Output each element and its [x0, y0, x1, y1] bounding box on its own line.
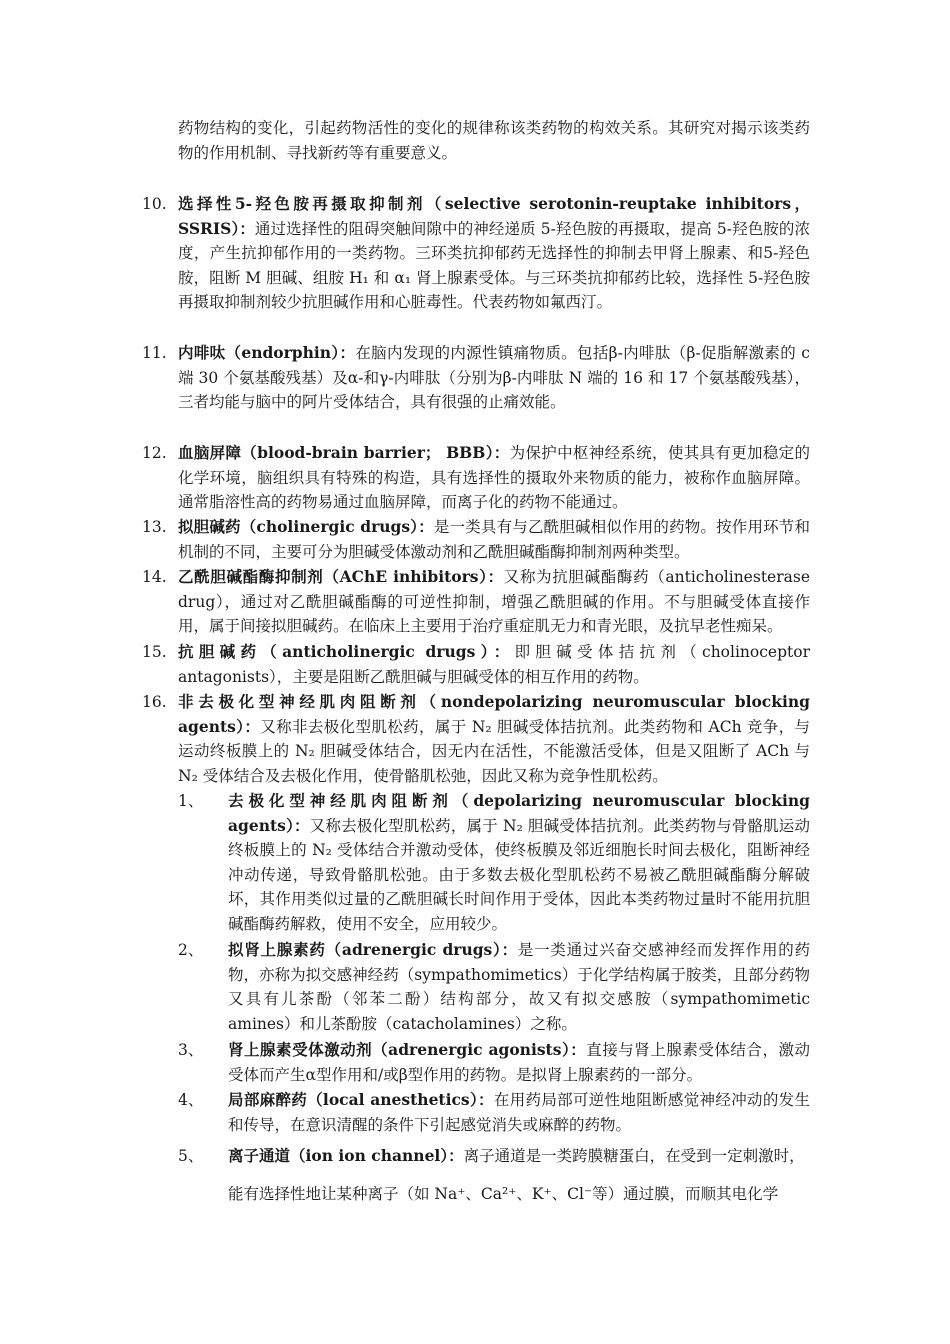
item-definition: 为保护中枢神经系统，使其具有更加稳定的化学环境，脑组织具有特殊的构造，具有选择性的摄取外来物质的能力，被称作血脑屏障。通常脂溶性高的药物易通过血脑屏障，而离子化的药物不能通过。 — [178, 444, 810, 511]
item-definition: 通过选择性的阻碍突触间隙中的神经递质 5-羟色胺的再摄取，提高 5-羟色胺的浓度，产生抗抑郁作用的一类药物。三环类抗抑郁药无选择性的抑制去甲肾上腺素、和5-羟色胺，阻断 M 胆碱、组胺 H₁ 和 α₁ 肾上腺素受体。与三环类抗抑郁药比较，选择性 5-羟色胺再摄取抑制剂较少抗胆碱作用和心脏毒性。代表药物如氟西汀。 — [178, 219, 810, 311]
definition-item — [142, 341, 810, 415]
sub-item-continuation: 能有选择性地让某种离子（如 Na⁺、Ca²⁺、K⁺、Cl⁻等）通过膜，而顺其电化学 — [228, 1185, 779, 1203]
item-definition: 在脑内发现的内源性镇痛物质。包括β-内啡肽（β-促脂解激素的 c 端 30 个氨基酸残基）及α-和γ-内啡肽（分别为β-内啡肽 N 端的 16 和 17 个氨基酸残基），三者均能与脑中的阿片受体结合，具有很强的止痛效能。 — [178, 344, 810, 411]
sub-definition-item — [178, 1144, 810, 1169]
item-number: 10. — [142, 195, 167, 213]
definition-item — [142, 690, 810, 788]
definition-item — [142, 515, 810, 564]
item-term: 抗胆碱药（anticholinergic drugs）： — [178, 642, 515, 661]
item-definition: 是一类具有与乙酰胆碱相似作用的药物。按作用环节和机制的不同，主要可分为胆碱受体激动剂和乙酰胆碱酯酶抑制剂两种类型。 — [178, 518, 810, 561]
intro-paragraph: 药物结构的变化，引起药物活性的变化的规律称该类药物的构效关系。其研究对揭示该类药物的作用机制、寻找新药等有重要意义。 — [178, 119, 810, 162]
sub-item-definition: 在用药局部可逆性地阻断感觉神经冲动的发生和传导，在意识清醒的条件下引起感觉消失或麻醉的药物。 — [228, 1091, 810, 1134]
item-definition: 又称为抗胆碱酯酶药（anticholinesterase drug），通过对乙酰胆碱酯酶的可逆性抑制，增强乙酰胆碱的作用。不与胆碱受体直接作用，属于间接拟胆碱药。在临床上主要用于治疗重症肌无力和青光眼，及抗早老性痴呆。 — [178, 568, 810, 635]
sub-item-number: 5、 — [178, 1147, 204, 1165]
sub-item-number: 3、 — [178, 1041, 204, 1059]
definition-item — [142, 640, 810, 689]
item-term: 选择性5-羟色胺再摄取抑制剂（selective serotonin-reuptake inhibitors，SSRIS）： — [178, 194, 810, 238]
definition-item — [142, 441, 810, 515]
item-number: 13. — [142, 518, 167, 536]
item-number: 16. — [142, 693, 167, 711]
sub-item-definition: 是一类通过兴奋交感神经而发挥作用的药物，亦称为拟交感神经药（sympathomimetics）于化学结构属于胺类，且部分药物又具有儿茶酚（邻苯二酚）结构部分，故又有拟交感胺（sympathomimetic amines）和儿茶酚胺（catacholamines）之称。 — [228, 941, 810, 1033]
sub-item-definition: 直接与肾上腺素受体结合，激动受体而产生α型作用和/或β型作用的药物。是拟肾上腺素药的一部分。 — [228, 1041, 810, 1084]
sub-item-term: 去极化型神经肌肉阻断剂（depolarizing neuromuscular blocking agents）： — [228, 791, 810, 835]
item-term: 乙酰胆碱酯酶抑制剂（AChE inhibitors）： — [178, 567, 504, 586]
item-definition: 又称非去极化型肌松药，属于 N₂ 胆碱受体拮抗剂。此类药物和 ACh 竞争，与运动终板膜上的 N₂ 胆碱受体结合，因无内在活性，不能激活受体，但是又阻断了 ACh 与 N₂ 受体结合及去极化作用，使骨骼肌松弛，因此又称为竞争性肌松药。 — [178, 717, 810, 785]
sub-item-term: 拟肾上腺素药（adrenergic drugs）： — [228, 940, 518, 959]
item-term: 内啡呔（endorphin）： — [178, 343, 356, 362]
definition-item — [142, 565, 810, 639]
item-term: 拟胆碱药（cholinergic drugs）： — [178, 517, 434, 536]
sub-definition-item — [178, 1088, 810, 1137]
definition-item — [142, 192, 810, 315]
sub-item-term: 离子通道（ion ion channel）： — [228, 1146, 464, 1165]
item-definition: 即胆碱受体拮抗剂（cholinoceptor antagonists），主要是阻断乙酰胆碱与胆碱受体的相互作用的药物。 — [178, 643, 810, 686]
sub-item-definition: 离子通道是一类跨膜糖蛋白，在受到一定刺激时， — [463, 1147, 805, 1165]
sub-definition-item — [178, 1038, 810, 1087]
sub-item-term: 局部麻醉药（local anesthetics）： — [228, 1090, 494, 1109]
item-number: 11. — [142, 344, 167, 362]
item-number: 12. — [142, 444, 167, 462]
sub-item-definition: 又称去极化型肌松药，属于 N₂ 胆碱受体拮抗剂。此类药物与骨骼肌运动终板膜上的 N₂ 受体结合并激动受体，使终板膜及邻近细胞长时间去极化，阻断神经冲动传递，导致骨骼肌松弛。由于多数去极化型肌松药不易被乙酰胆碱酯酶分解破坏，其作用类似过量的乙酰胆碱长时间作用于受体，因此本类药物过量时不能用抗胆碱酯酶药解救，使用不安全，应用较少。 — [228, 816, 810, 933]
sub-item-term: 肾上腺素受体激动剂（adrenergic agonists）： — [228, 1040, 587, 1059]
item-term: 血脑屏障（blood-brain barrier； BBB）： — [178, 443, 510, 462]
sub-item-number: 1、 — [178, 792, 204, 810]
sub-definition-item — [178, 938, 810, 1036]
sub-item-number: 2、 — [178, 941, 204, 959]
item-number: 14. — [142, 568, 167, 586]
item-term: 非去极化型神经肌肉阻断剂（nondepolarizing neuromuscular blocking agents）： — [178, 692, 810, 736]
item-number: 15. — [142, 643, 167, 661]
sub-item-number: 4、 — [178, 1091, 204, 1109]
sub-definition-item — [178, 789, 810, 936]
